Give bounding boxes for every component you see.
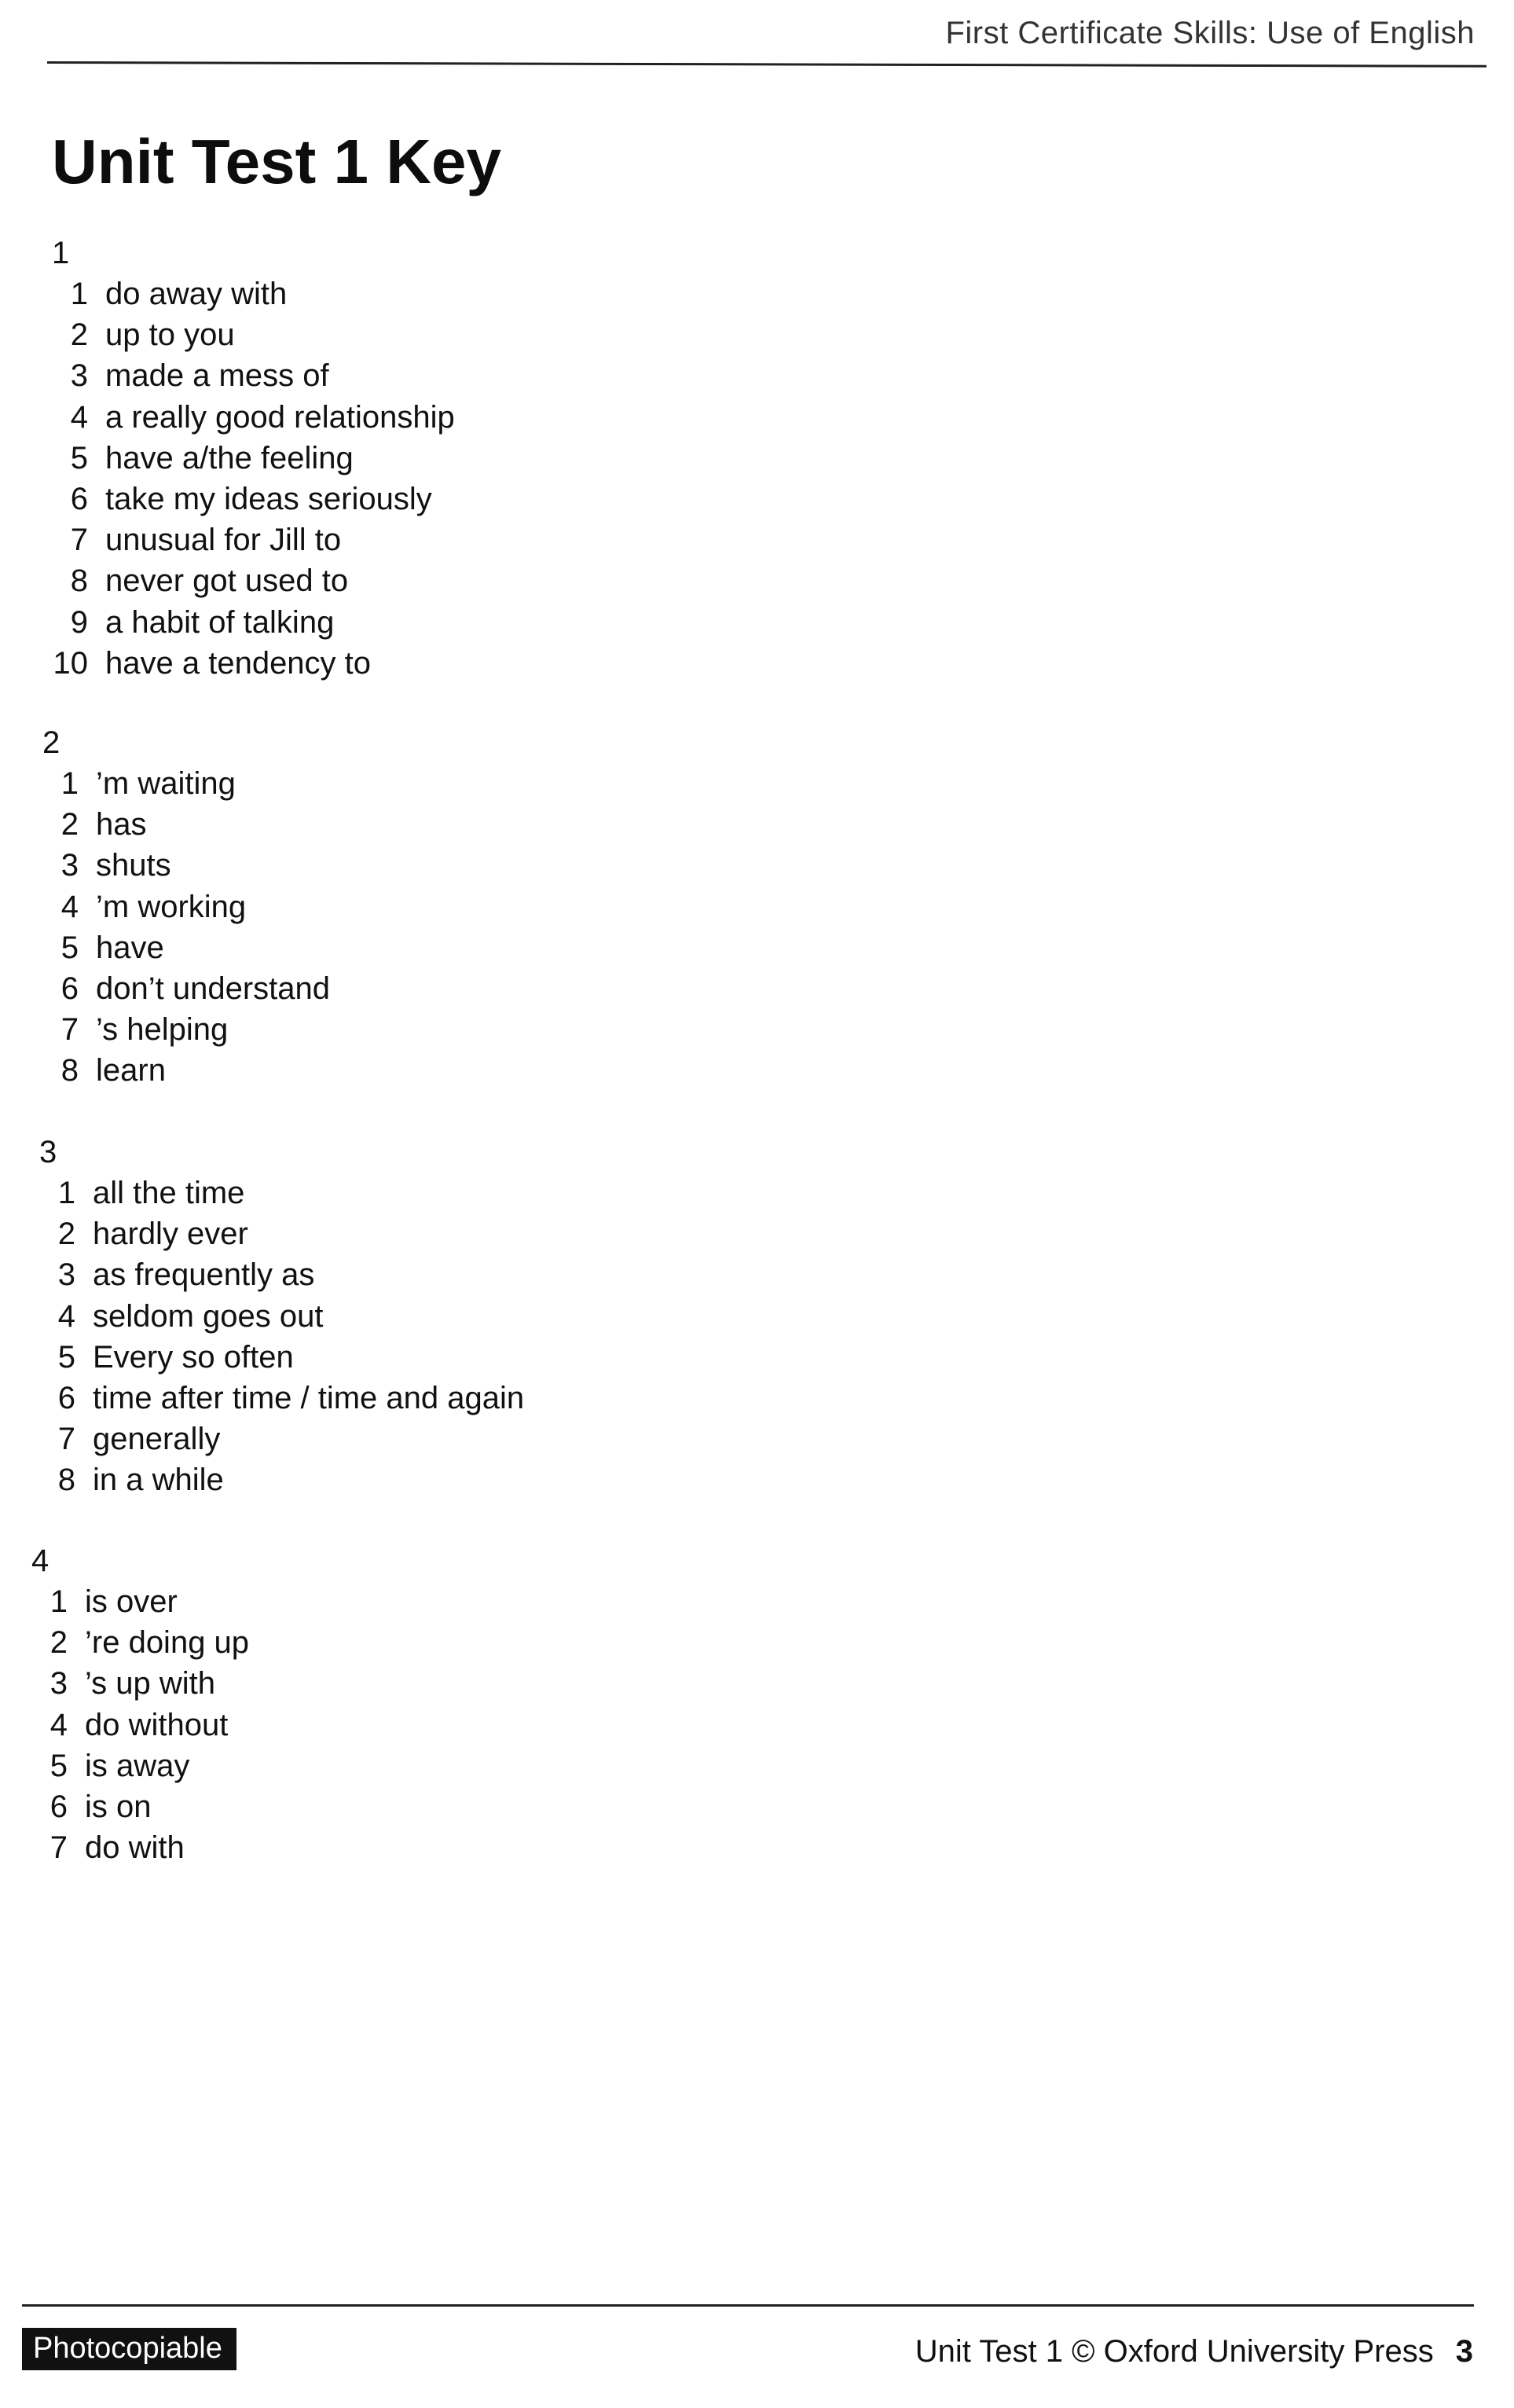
photocopiable-badge: Photocopiable — [22, 2328, 236, 2370]
item-number: 5 — [49, 1748, 68, 1783]
item-number: 3 — [49, 1666, 68, 1701]
answer-item — [42, 1009, 330, 1050]
section-number: 2 — [42, 725, 60, 760]
answer-item — [52, 519, 455, 560]
copyright-notice: Unit Test 1 © Oxford University Press — [915, 2334, 1434, 2369]
item-number: 6 — [70, 481, 88, 516]
answer-section-2 — [42, 722, 330, 1092]
item-answer: learn — [96, 1053, 166, 1088]
answer-item — [52, 355, 455, 396]
item-answer: made a mess of — [105, 358, 329, 394]
answer-item — [39, 1254, 524, 1295]
item-answer: don’t understand — [96, 971, 331, 1006]
answer-item — [39, 1419, 524, 1459]
section-number: 4 — [31, 1544, 49, 1578]
item-number: 1 — [57, 1176, 75, 1210]
item-answer: never got used to — [105, 563, 349, 599]
item-answer: ’s helping — [96, 1012, 229, 1048]
item-answer: have — [96, 930, 164, 965]
answer-item — [31, 1622, 249, 1663]
item-answer: do with — [85, 1830, 185, 1866]
item-number: 4 — [49, 1707, 68, 1742]
item-number: 4 — [60, 889, 79, 924]
item-number: 7 — [57, 1422, 75, 1457]
item-answer: ’s up with — [85, 1666, 216, 1701]
answer-item — [42, 763, 330, 804]
item-number: 7 — [49, 1830, 68, 1866]
section-number: 3 — [39, 1135, 57, 1169]
item-number: 2 — [60, 807, 79, 842]
answer-item — [52, 273, 455, 314]
item-answer: is away — [85, 1748, 190, 1783]
answer-item — [39, 1459, 524, 1500]
answer-item — [31, 1827, 249, 1868]
item-answer: ’m working — [96, 889, 247, 924]
item-number: 6 — [57, 1380, 75, 1415]
item-number: 7 — [60, 1012, 79, 1048]
item-answer: a habit of talking — [105, 604, 335, 640]
answer-item — [52, 643, 455, 684]
item-number: 1 — [70, 277, 88, 311]
item-answer: hardly ever — [93, 1217, 248, 1252]
answer-list — [52, 273, 455, 684]
item-number: 5 — [57, 1339, 75, 1375]
item-answer: time after time / time and again — [93, 1380, 525, 1415]
answer-item — [39, 1337, 524, 1378]
answer-list — [31, 1581, 249, 1868]
item-number: 8 — [70, 563, 88, 599]
item-answer: is on — [85, 1789, 152, 1824]
item-answer: Every so often — [93, 1339, 294, 1375]
answer-item — [42, 886, 330, 927]
answer-item — [39, 1378, 524, 1419]
footer-credit-line — [915, 2334, 1473, 2369]
answer-item — [31, 1581, 249, 1622]
answer-item — [52, 314, 455, 355]
section-number: 1 — [52, 236, 70, 270]
item-answer: do away with — [105, 277, 288, 311]
answer-item — [31, 1786, 249, 1827]
item-number: 2 — [57, 1217, 75, 1252]
answer-section-1 — [52, 233, 455, 684]
answer-item — [42, 968, 330, 1009]
answer-item — [42, 804, 330, 845]
answer-item — [31, 1705, 249, 1745]
item-answer: generally — [93, 1422, 221, 1457]
item-number: 4 — [57, 1298, 75, 1334]
item-answer: shuts — [96, 848, 171, 883]
answer-list — [39, 1173, 524, 1501]
answer-item — [52, 560, 455, 601]
item-number: 1 — [60, 766, 79, 801]
item-number: 1 — [49, 1584, 68, 1619]
answer-list — [42, 763, 330, 1092]
item-answer: in a while — [93, 1463, 224, 1498]
item-number: 5 — [60, 930, 79, 965]
answer-item — [52, 397, 455, 438]
answer-item — [42, 927, 330, 968]
answer-section-3 — [39, 1132, 524, 1501]
item-number: 3 — [60, 848, 79, 883]
page-title: Unit Test 1 Key — [52, 127, 501, 196]
item-number: 6 — [49, 1789, 68, 1824]
item-answer: ’m waiting — [96, 766, 236, 801]
item-answer: unusual for Jill to — [105, 523, 342, 558]
item-number: 8 — [60, 1053, 79, 1088]
item-answer: a really good relationship — [105, 399, 455, 435]
item-number: 3 — [70, 358, 88, 394]
item-number: 8 — [57, 1463, 75, 1498]
answer-item — [31, 1663, 249, 1704]
answer-item — [52, 479, 455, 519]
item-answer: do without — [85, 1707, 229, 1742]
item-number: 7 — [70, 523, 88, 558]
item-answer: seldom goes out — [93, 1298, 324, 1334]
item-answer: have a/the feeling — [105, 440, 354, 475]
answer-item — [52, 438, 455, 479]
item-answer: is over — [85, 1584, 178, 1619]
page-number: 3 — [1455, 2334, 1473, 2369]
header-divider — [47, 61, 1487, 68]
item-number: 2 — [49, 1625, 68, 1661]
footer-divider — [22, 2304, 1474, 2307]
answer-item — [39, 1213, 524, 1254]
answer-item — [39, 1296, 524, 1337]
answer-item — [42, 845, 330, 886]
item-number: 5 — [70, 440, 88, 475]
item-number: 3 — [57, 1257, 75, 1293]
item-answer: ’re doing up — [85, 1625, 250, 1661]
answer-item — [31, 1745, 249, 1786]
item-number: 2 — [70, 318, 88, 353]
item-number: 6 — [60, 971, 79, 1006]
item-answer: up to you — [105, 318, 235, 353]
item-number: 10 — [53, 645, 88, 681]
answer-item — [42, 1050, 330, 1091]
item-answer: all the time — [93, 1176, 245, 1210]
item-answer: take my ideas seriously — [105, 481, 432, 516]
running-header: First Certificate Skills: Use of English — [945, 16, 1475, 50]
item-answer: have a tendency to — [105, 645, 372, 681]
item-answer: as frequently as — [93, 1257, 315, 1293]
answer-section-4 — [31, 1540, 249, 1868]
item-number: 9 — [70, 604, 88, 640]
answer-item — [52, 602, 455, 643]
item-number: 4 — [70, 399, 88, 435]
answer-item — [39, 1173, 524, 1213]
item-answer: has — [96, 807, 147, 842]
